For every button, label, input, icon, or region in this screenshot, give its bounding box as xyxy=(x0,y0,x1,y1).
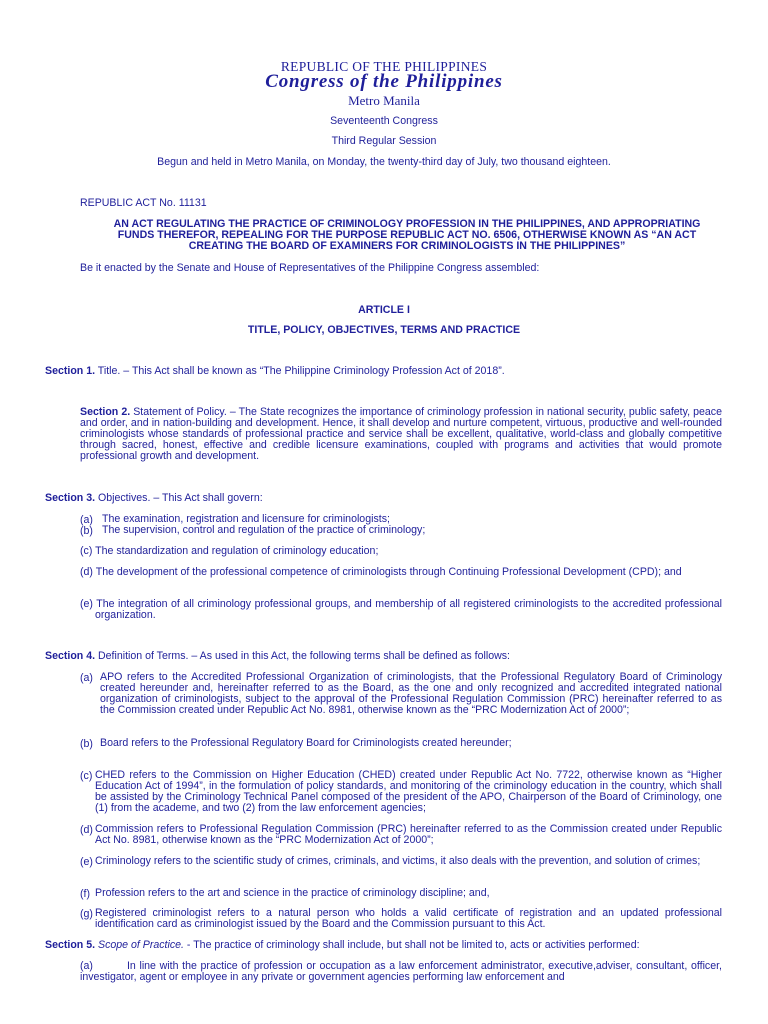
section-label: Section 5. xyxy=(45,939,96,951)
list-text: Profession refers to the art and science in the practice of criminology discipline; and, xyxy=(95,887,490,899)
republic-heading: REPUBLIC OF THE PHILIPPINES xyxy=(280,59,488,74)
section-text: Objectives. – This Act shall govern: xyxy=(95,492,263,504)
article-number: ARTICLE I xyxy=(358,304,410,316)
definition-item xyxy=(80,770,722,814)
section-title: Scope of Practice. xyxy=(98,939,184,951)
congress-number: Seventeenth Congress xyxy=(330,115,438,127)
section-text: Statement of Policy. – The State recognizes the importance of criminology profession in national security, public safety, peace and order, and in nation-building and development. Hence, it shall develop and nurture competent, virtuous, productive and well-rounded criminologists whose standards of professional practice and service shall be excellent, qualitative, world-class and globally competitive through sacred, honest, effective and credible licensure examinations, coupled with programs and activities that would promote professional growth and development. xyxy=(80,406,722,462)
definition-item xyxy=(80,824,722,846)
section-5 xyxy=(45,940,725,951)
definition-item xyxy=(80,888,722,899)
list-item xyxy=(80,599,722,621)
list-marker: (b) xyxy=(80,525,93,537)
section-label: Section 1. xyxy=(45,365,96,377)
list-text: The development of the professional competence of criminologists through Continuing Professional Development (CPD); and xyxy=(95,566,682,578)
list-item xyxy=(80,567,722,578)
section-label: Section 3. xyxy=(45,492,96,504)
act-title-line: FUNDS THEREFOR, REPEALING FOR THE PURPOSE REPUBLIC ACT NO. 6506, OTHERWISE KNOWN AS “AN ACT xyxy=(117,229,697,241)
act-title-line: CREATING THE BOARD OF EXAMINERS FOR CRIMINOLOGISTS IN THE PHILIPPINES” xyxy=(188,240,626,252)
list-marker: (f) xyxy=(80,888,90,900)
begun-statement: Begun and held in Metro Manila, on Monday, the twenty-third day of July, two thousand eighteen. xyxy=(157,156,611,168)
list-marker: (a) xyxy=(80,672,93,684)
article-title: TITLE, POLICY, OBJECTIVES, TERMS AND PRACTICE xyxy=(247,324,521,336)
list-text: Board refers to the Professional Regulatory Board for Criminologists created hereunder; xyxy=(100,737,512,749)
list-marker: (d) xyxy=(80,824,93,836)
enacting-clause: Be it enacted by the Senate and House of Representatives of the Philippine Congress assembled: xyxy=(80,262,540,274)
definition-item xyxy=(80,738,722,749)
list-marker: (a) xyxy=(80,514,93,526)
list-text: APO refers to the Accredited Professional Organization of criminologists, that the Professional Regulatory Board of Criminology created hereunder and, hereinafter referred to as the Board, as the one and only recognized and accredited integrated national organization of criminologists, subject to the approval of the Professional Regulation Commission (PRC) hereinafter referred to as the Commission created under Republic Act No. 8981, otherwise known as the “PRC Modernization Act of 2000”; xyxy=(100,671,722,716)
list-item xyxy=(80,546,722,557)
list-marker: (c) xyxy=(80,770,93,782)
list-marker: (g) xyxy=(80,908,93,920)
section-text: Definition of Terms. – As used in this Act, the following terms shall be defined as follows: xyxy=(95,650,510,662)
list-text: The standardization and regulation of criminology education; xyxy=(95,545,379,557)
section-4 xyxy=(45,651,725,662)
list-marker: (b) xyxy=(80,738,93,750)
list-marker: (a) xyxy=(80,960,93,972)
list-text: The integration of all criminology professional groups, and membership of all registered criminologists to the accredited professional organization. xyxy=(95,598,722,621)
list-text: Registered criminologist refers to a natural person who holds a valid certificate of registration and an updated professional identification card as criminologist issued by the Board and the Commission pursuant to this Act. xyxy=(95,907,722,930)
section-1 xyxy=(45,366,725,377)
act-number: REPUBLIC ACT No. 11131 xyxy=(80,197,207,209)
list-marker: (c) xyxy=(80,545,93,557)
list-marker: (e) xyxy=(80,598,93,610)
act-title-line: AN ACT REGULATING THE PRACTICE OF CRIMINOLOGY PROFESSION IN THE PHILIPPINES, AND APPROPRIATING xyxy=(113,218,701,230)
list-text: The examination, registration and licensure for criminologists; xyxy=(102,513,390,525)
scope-item xyxy=(80,961,722,983)
list-item xyxy=(80,525,722,536)
section-label: Section 2. xyxy=(80,406,131,418)
list-marker: (d) xyxy=(80,566,93,578)
list-text: CHED refers to the Commission on Higher Education (CHED) created under Republic Act No. 7722, otherwise known as “Higher Education Act of 1994”, in the formulation of policy standards, and monitoring of the criminology education in the country, which shall be assisted by the Criminology Technical Panel composed of the president of the APO, Chairperson of the Board of Criminology, one (1) from the academe, and two (2) from the law enforcement agencies; xyxy=(95,769,722,814)
definition-item xyxy=(80,856,722,878)
list-text: Criminology refers to the scientific study of crimes, criminals, and victims, it also deals with the prevention, and solution of crimes; xyxy=(95,855,701,867)
congress-heading: Congress of the Philippines xyxy=(265,71,503,92)
definition-item xyxy=(80,908,722,930)
section-label: Section 4. xyxy=(45,650,96,662)
definition-item xyxy=(80,672,722,727)
list-text: Commission refers to Professional Regulation Commission (PRC) hereinafter referred to as the Commission created under Republic Act No. 8981, otherwise known as the “PRC Modernization Act of 2000”; xyxy=(95,823,722,846)
section-3 xyxy=(45,493,725,504)
section-2 xyxy=(80,407,722,462)
section-text: Title. – This Act shall be known as “The Philippine Criminology Profession Act of 2018”. xyxy=(95,365,505,377)
act-title xyxy=(92,219,722,252)
list-text: The supervision, control and regulation of the practice of criminology; xyxy=(102,524,426,536)
list-text: In line with the practice of profession or occupation as a law enforcement administrator, executive,adviser, consultant, officer, investigator, agent or employee in any private or government agencies performing law enforcement and xyxy=(80,960,722,983)
list-marker: (e) xyxy=(80,856,93,868)
section-text: - The practice of criminology shall include, but shall not be limited to, acts or activities performed: xyxy=(183,939,640,951)
session-label: Third Regular Session xyxy=(331,135,437,147)
city-heading: Metro Manila xyxy=(348,93,420,108)
